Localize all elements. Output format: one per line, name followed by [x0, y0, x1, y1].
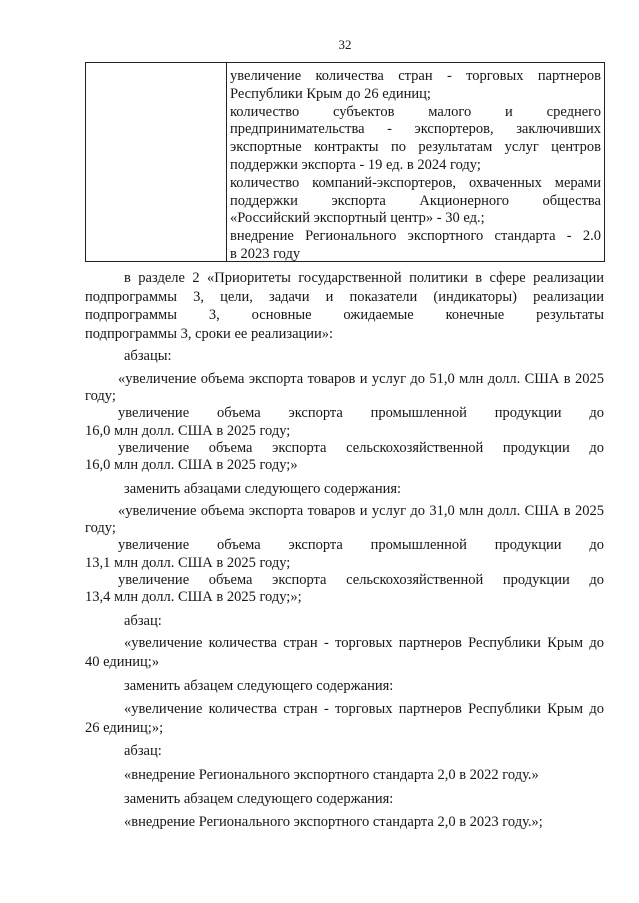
new-paragraphs-text: [85, 503, 604, 606]
text-line: абзацы:: [124, 348, 172, 364]
old-paragraphs-label: [85, 347, 604, 365]
table-cell-line: экспортные контракты по результатам услуг центров: [230, 139, 601, 156]
old-paragraph-text: [85, 766, 604, 784]
text-line: 26 единиц;»;: [85, 720, 164, 736]
text-line: в разделе 2 «Приоритеты государственной политики в сфере реализации: [124, 270, 604, 286]
text-line: 13,1 млн долл. США в 2025 году;: [85, 554, 291, 571]
page-number: 32: [338, 37, 352, 52]
replace-instruction: [85, 480, 604, 498]
text-line: «увеличение количества стран - торговых партнеров Республики Крым до: [124, 635, 604, 651]
table-cell-line: количество субъектов малого и среднего: [230, 103, 601, 120]
table-cell-line: поддержки экспорта Акционерного общества: [230, 192, 601, 209]
text-line: увеличение объема экспорта промышленной продукции до: [118, 405, 604, 422]
replace-instruction: [85, 790, 604, 808]
text-line: увеличение объема экспорта промышленной продукции до: [118, 537, 604, 554]
table-cell-line: увеличение количества стран - торговых партнеров: [230, 68, 601, 84]
table-cell-line: «Российский экспортный центр» - 30 ед.;: [230, 210, 485, 227]
text-line: «внедрение Регионального экспортного стандарта 2,0 в 2023 году.»;: [124, 814, 543, 830]
text-line: абзац:: [124, 613, 162, 629]
table-cell-line: поддержки экспорта - 19 ед. в 2024 году;: [230, 156, 481, 173]
indicators-table: [85, 62, 605, 262]
table-cell-line: Республики Крым до 26 единиц;: [230, 85, 431, 102]
text-line: «увеличение объема экспорта товаров и услуг до 51,0 млн долл. США в 2025: [118, 371, 604, 387]
text-line: «увеличение количества стран - торговых партнеров Республики Крым до: [124, 701, 604, 717]
text-line: увеличение объема экспорта сельскохозяйственной продукции до: [118, 439, 604, 456]
text-line: году;: [85, 520, 116, 537]
new-paragraph-text: [85, 700, 604, 738]
replace-instruction: [85, 677, 604, 695]
text-line: заменить абзацем следующего содержания:: [124, 678, 394, 694]
text-line: подпрограммы 3, сроки ее реализации»:: [85, 326, 334, 343]
table-cell-line: в 2023 году: [230, 245, 301, 262]
old-paragraphs-text: [85, 371, 604, 474]
text-line: «увеличение объема экспорта товаров и услуг до 31,0 млн долл. США в 2025: [118, 503, 604, 519]
text-line: 16,0 млн долл. США в 2025 году;»: [85, 457, 298, 474]
text-line: «внедрение Регионального экспортного стандарта 2,0 в 2022 году.»: [124, 767, 539, 783]
old-paragraph-label: [85, 612, 604, 630]
text-line: подпрограммы 3, основные ожидаемые конечные результаты: [85, 307, 604, 324]
table-cell-line: предпринимательства - экспортеров, заключивших: [230, 121, 601, 138]
text-line: заменить абзацем следующего содержания:: [124, 791, 394, 807]
old-paragraph-label: [85, 742, 604, 760]
table-left-cell: [86, 63, 227, 261]
text-line: заменить абзацами следующего содержания:: [124, 481, 402, 497]
text-line: абзац:: [124, 743, 162, 759]
text-line: 16,0 млн долл. США в 2025 году;: [85, 422, 291, 439]
text-line: году;: [85, 388, 116, 405]
table-cell-line: внедрение Регионального экспортного стандарта - 2.0: [230, 228, 601, 245]
text-line: 13,4 млн долл. США в 2025 году;»;: [85, 589, 302, 606]
amendment-instruction: [85, 269, 604, 344]
new-paragraph-text: [85, 813, 604, 831]
text-line: 40 единиц;»: [85, 654, 160, 670]
table-right-cell: [230, 68, 601, 264]
table-cell-line: количество компаний-экспортеров, охваченных мерами: [230, 174, 601, 191]
text-line: подпрограммы 3, цели, задачи и показатели (индикаторы) реализации: [85, 288, 604, 305]
old-paragraph-text: [85, 634, 604, 672]
text-line: увеличение объема экспорта сельскохозяйственной продукции до: [118, 571, 604, 588]
